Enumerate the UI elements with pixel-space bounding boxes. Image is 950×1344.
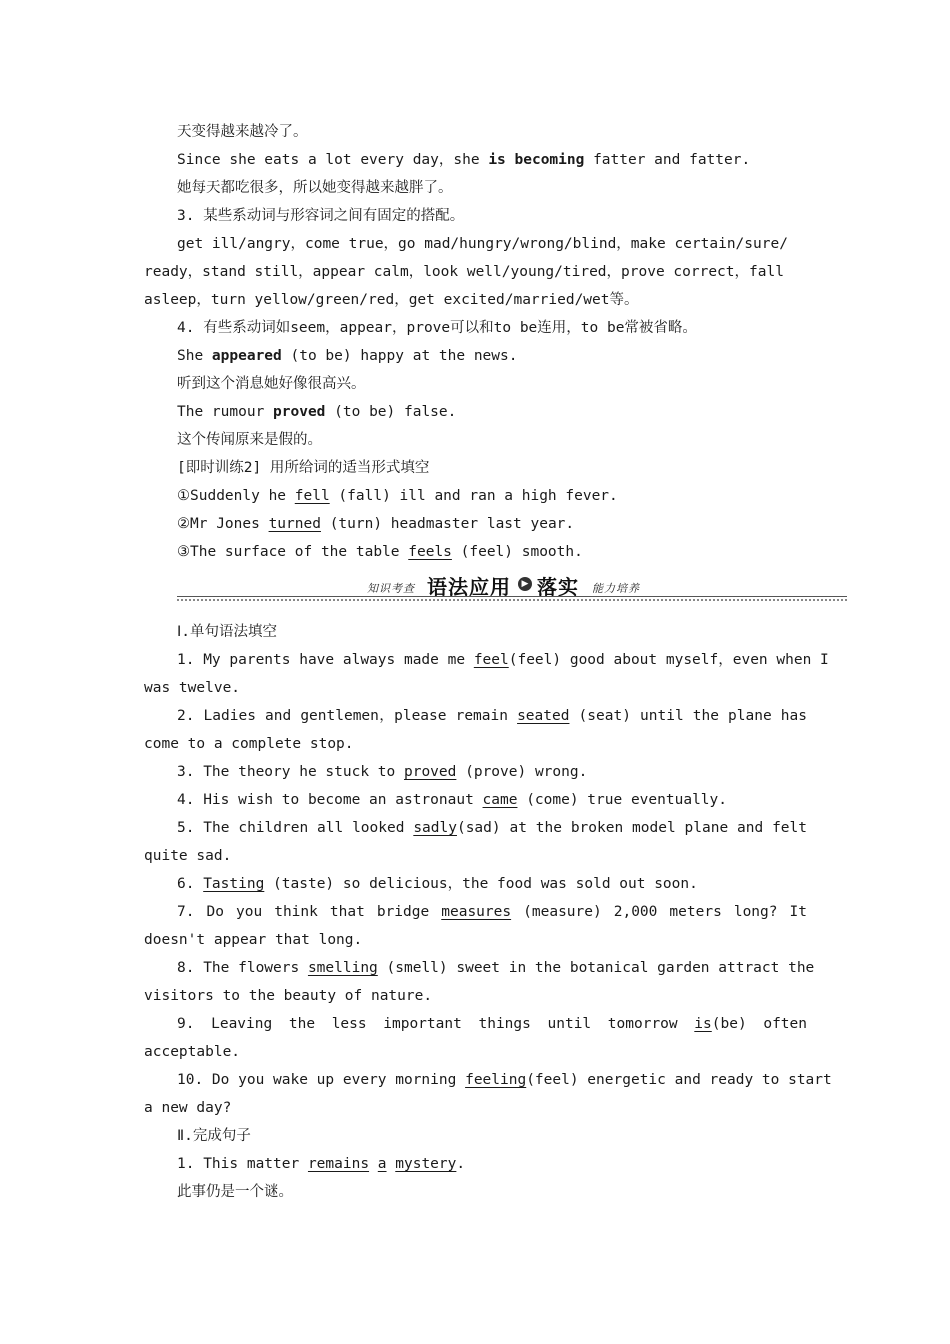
text-span: (feel) good about myself，even when I	[508, 652, 829, 668]
rule-heading	[177, 318, 807, 338]
text-span: ③The surface of the table	[177, 544, 409, 560]
answer-blank: feel	[473, 652, 509, 668]
text-span: .	[456, 1156, 466, 1172]
text-span: (to be) happy at the news.	[281, 348, 518, 364]
question-5	[177, 818, 807, 838]
answer-blank: measures	[441, 904, 512, 920]
text-span: 4. 有些系动词如seem，appear，prove可以和to be连用，to be常被省略。	[177, 320, 697, 336]
answer-blank: mystery	[395, 1156, 457, 1172]
text-span: 6.	[177, 876, 204, 892]
sentence-1	[177, 1154, 807, 1174]
text-span: was twelve.	[144, 680, 241, 696]
text-span: 4. His wish to become an astronaut	[177, 792, 483, 808]
question-9-cont	[144, 1042, 808, 1062]
answer-blank: came	[482, 792, 518, 808]
text-span: (feel) smooth.	[451, 544, 583, 560]
text-span: 3. 某些系动词与形容词之间有固定的搭配。	[177, 208, 465, 224]
text-span: a new day?	[144, 1100, 232, 1116]
text-span: 10. Do you wake up every morning	[177, 1072, 466, 1088]
exercise-heading	[177, 458, 807, 478]
question-9	[177, 1014, 807, 1034]
text-line	[177, 234, 807, 254]
question-4	[177, 790, 807, 810]
chinese-text: 这个传闻原来是假的。	[177, 432, 322, 448]
question-10-cont	[144, 1098, 808, 1118]
answer-blank: turned	[268, 516, 321, 532]
banner-right-label: 能力培养	[592, 582, 640, 595]
answer-blank: is	[694, 1016, 712, 1032]
sentence-1-translation	[177, 1182, 807, 1202]
exercise-item	[177, 542, 807, 562]
text-line	[144, 262, 808, 282]
answer-blank: proved	[403, 764, 457, 780]
banner-rule	[177, 596, 847, 597]
question-2-cont	[144, 734, 808, 754]
text-span: (turn) headmaster last year.	[320, 516, 575, 532]
text-span: (feel) energetic and ready to start	[526, 1072, 832, 1088]
answer-blank: smelling	[307, 960, 378, 976]
text-span: (measure) 2,000 meters long? It	[511, 904, 807, 920]
text-line	[177, 402, 807, 422]
question-1-cont	[144, 678, 808, 698]
text-span: 3. The theory he stuck to	[177, 764, 404, 780]
text-span: ②Mr Jones	[177, 516, 269, 532]
text-line	[177, 346, 807, 366]
text-span: acceptable.	[144, 1044, 241, 1060]
exercise-item	[177, 514, 807, 534]
text-span: 9. Leaving the less important things until tomorrow	[177, 1016, 695, 1032]
text-span: (to be) false.	[325, 404, 457, 420]
banner-title: 语法应用	[427, 575, 511, 599]
text-span: She	[177, 348, 212, 364]
text-span: come to a complete stop.	[144, 736, 354, 752]
rule-heading	[177, 206, 807, 226]
text-span: ①Suddenly he	[177, 488, 295, 504]
text-line	[177, 178, 807, 198]
bold-verb: is becoming	[488, 152, 585, 168]
question-8	[177, 958, 815, 978]
text-span: Ⅰ.单句语法填空	[177, 624, 278, 640]
text-span: quite sad.	[144, 848, 232, 864]
text-span: 5. The children all looked	[177, 820, 414, 836]
text-line	[177, 122, 807, 142]
text-span: (taste) so delicious，the food was sold out soon.	[264, 876, 698, 892]
text-span: visitors to the beauty of nature.	[144, 988, 433, 1004]
text-span	[369, 1156, 378, 1172]
text-line	[177, 374, 807, 394]
text-span: asleep，turn yellow/green/red，get excited/married/wet等。	[144, 292, 639, 308]
question-1	[177, 650, 829, 670]
bold-verb: proved	[273, 404, 326, 420]
question-6	[177, 874, 807, 894]
question-5-cont	[144, 846, 808, 866]
answer-blank: feels	[408, 544, 452, 560]
bold-verb: appeared	[211, 348, 282, 364]
question-7	[177, 902, 807, 922]
chinese-text: 听到这个消息她好像很高兴。	[177, 376, 366, 392]
text-span: The rumour	[177, 404, 274, 420]
text-span: 2. Ladies and gentlemen，please remain	[177, 708, 518, 724]
arrow-right-icon: ▶	[518, 577, 532, 591]
banner-left-label: 知识考查	[367, 582, 415, 595]
text-span: [即时训练2] 用所给词的适当形式填空	[177, 460, 430, 476]
text-span: (smell) sweet in the botanical garden attract the	[377, 960, 815, 976]
text-span: Ⅱ.完成句子	[177, 1128, 251, 1144]
section-heading	[177, 1126, 807, 1146]
answer-blank: feeling	[465, 1072, 527, 1088]
chinese-text: 此事仍是一个谜。	[177, 1184, 293, 1200]
question-8-cont	[144, 986, 808, 1006]
question-2	[177, 706, 807, 726]
text-span: 1. My parents have always made me	[177, 652, 474, 668]
banner-rule-dotted	[177, 599, 847, 601]
text-span: (sad) at the broken model plane and felt	[456, 820, 807, 836]
banner-title-2: 落实	[537, 575, 579, 599]
text-span: (fall) ill and ran a high fever.	[329, 488, 618, 504]
answer-blank: fell	[294, 488, 330, 504]
exercise-item	[177, 486, 807, 506]
text-line	[177, 430, 807, 450]
answer-blank: sadly	[413, 820, 457, 836]
question-7-cont	[144, 930, 808, 950]
answer-blank: seated	[517, 708, 570, 724]
text-span: (seat) until the plane has	[569, 708, 807, 724]
text-span	[387, 1156, 396, 1172]
text-line	[177, 150, 807, 170]
text-line	[144, 290, 808, 310]
text-span: (prove) wrong.	[456, 764, 588, 780]
answer-blank: a	[377, 1156, 387, 1172]
question-3	[177, 762, 807, 782]
text-span: Since she eats a lot every day，she	[177, 152, 489, 168]
text-span: doesn't appear that long.	[144, 932, 363, 948]
text-span: (be) often	[711, 1016, 807, 1032]
text-span: fatter and fatter.	[584, 152, 751, 168]
answer-blank: Tasting	[203, 876, 265, 892]
chinese-text: 她每天都吃很多，所以她变得越来越胖了。	[177, 180, 453, 196]
text-span: 1. This matter	[177, 1156, 308, 1172]
text-span: ready，stand still，appear calm，look well/young/tired，prove correct，fall	[144, 264, 784, 280]
text-span: 7. Do you think that bridge	[177, 904, 442, 920]
text-span: 8. The flowers	[177, 960, 308, 976]
answer-blank: remains	[307, 1156, 370, 1172]
text-span: get ill/angry，come true，go mad/hungry/wrong/blind，make certain/sure/	[177, 236, 788, 252]
section-heading	[177, 622, 807, 642]
question-10	[177, 1070, 832, 1090]
text-span: (come) true eventually.	[517, 792, 727, 808]
section-banner	[177, 570, 847, 606]
chinese-text: 天变得越来越冷了。	[177, 124, 308, 140]
